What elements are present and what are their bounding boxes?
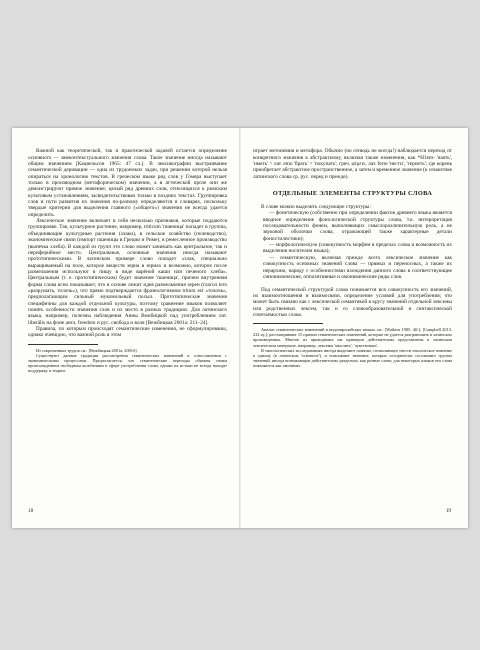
left-page-number: 18	[28, 508, 34, 514]
right-paragraph-1: играет метонимия и метафора. Обычно (но отнюдь не всегда!) наблюдается переход от конкретного значения к абстрактному, включая также изменения, как *H1em- 'взять', 'иметь' > лат. emo 'брать' > 'покупать'; греч. φέρειν, лат. ferre 'нести', 'терпеть'; где корень приобретает абстрактное пространственное, а затем и временное значение (к семантике латинского слова ср. рус. перед и прежде).	[253, 148, 452, 180]
right-footnote-1: Анализ семантических изменений в индоевропейских языках см.: [Watkins 1985: 4ff.]; [Campbell 2013: 232 sq.]; рассматривают 15 причин семантических изменений, которые не удается разграничить в латинских произведениях. Многие из приводимых им примеров действительно представлены в латинском лексическом материале, например, лексемы 'мыслить', 'чувствовать'.	[253, 327, 452, 348]
structures-list	[253, 210, 452, 280]
structures-intro: В слове можно выделить следующие структуры:	[261, 204, 371, 211]
right-footnotes	[253, 327, 452, 368]
structure-item-phonetic: — фонетическую (собственно при определении фактов древнего языка является вводное определение фонологической структуры слова, т.е. интерпретация последовательности фонем, выполняющих смыслоразличительную роль, а не звуковой оболочки слова, отражающей также характерные детали фоностилистики);	[263, 210, 452, 242]
left-footnote-2: Существуют данные традиции рассмотрения семантических изменений в сопоставлении с экономическими процессами. Предполагается, что семантические переходы обязаны своим происхождением свободным колебаниям в сфере употребления слова, однако их истоки не всегда находят поддержку в теории.	[28, 352, 227, 374]
right-footnote-2: В типологических исследованиях иногда выделяют понятие, позволяющее свести лексическое значение к одному (в латинском 'основное'), и описывают значение, которые исторически составляют группы значений, иногда возникающие действительно раздельно, как разные слова; для некоторых языков эти слова появляются как омонимы.	[253, 347, 452, 368]
right-paragraph-2: Под семантической структурой слова понимается вся совокупность его значений, их взаимоотношения и взаимосвязи, определение условий для употребления; что может быть связано как с лексической семантикой в кругу значений отдельной лексемы или родственных лексем, так и со словообразовательной и синтаксической сочетаемостью слова.	[253, 286, 452, 318]
right-page	[253, 142, 452, 520]
left-paragraph-2: Лексическое значение включает в себя несколько признаков, которые поддаются группировке. Так, культурное растение, например, triticum 'пшеница' попадет в группы, объединяющие культурные растения (злаки), в сельское хозяйство (полеводство), экономические связи (импорт пшеницы в Греции и Риме), в ремесленное производство (выпечка хлеба). В каждой из групп это слово может занимать как центральное, так и периферийное место. Центральные, основные значения иногда называют прототипическими. В латинском примере слово попадет «злак, специально выращиваемый на поле, которое веществ зерна в зернах и возможно, которое после размельчения используют в пищу в виде варёной каши или печеного хлеба». Центральным (т. е. прототипическим) будет значение 'пшеница', причем внутренняя форма слова ясно показывает, что в основе лежит идея размельчения зерен (глагол tero «разрушать, толочь»), что прямо подтверждается фразеологизмом tritum est «толочь», предполагающим сильный мукомольный посыл. Прототипические значения специфичны для каждой отдельной культуры, поэтому сравнение языков позволяет понять особенности значения слов и их место в разных традициях. Для латинского языка, например, полезны наблюдения Анны Вежбицкой над употреблением лат. liberālis на фоне англ. freedom и рус. свобода и воля [Вежбицкая 2001а: 211–24].	[28, 218, 227, 326]
book-gutter	[239, 128, 241, 528]
section-heading: ОТДЕЛЬНЫЕ ЭЛЕМЕНТЫ СТРУКТУРЫ СЛОВА	[272, 190, 433, 198]
structure-item-semantic: — семантическую, включая прежде всего лексическое значение как совокупность основных значений слова — прямых и переносных, а также их иерархию, наряду с особенностями вхождения данного слова в соответствующие синонимические, оппозитивные и омонимические ряды слов.	[263, 254, 452, 280]
structure-item-morphological: — морфологическую (совокупность морфем в пределах слова и возможность их выделения носителем языка);	[263, 242, 452, 255]
left-page	[28, 142, 227, 520]
left-paragraph-3: Правила, по которым происходят семантические изменения, не сформулированы, однако очевидно, что важной роль в этом	[28, 325, 227, 339]
left-footnote-1: Из современных трудов см.: [Вежбицкая 2001а; 2001б].	[36, 347, 138, 353]
left-footnotes	[28, 348, 227, 373]
book-spread	[12, 128, 468, 528]
footnote-rule	[28, 344, 98, 345]
right-page-number: 19	[445, 508, 451, 514]
footnote-rule	[253, 323, 323, 324]
left-paragraph-1: Важной как теоретической, так и практической задачей остается определение основного — внеконтекстуального значения слова. Такое значение иногда называют общим значением [Кацнельсон 1965: 47 сл.]. В лексикографии выстраивание семантической деривации — одна из трудоемких задач, при решении которой нельзя опираться на хронологию текстов. В греческом языке ряд слов у Гомера выступает только в производном (метафорическом) значении, а в аттической прозе они же демонстрируют прямое значение; целый ряд древних слов, относящихся к римским культовым установлениям, засвидетельствован только в поздних текстах. Группировка слов и пути развития их значения по-разному определяются в словарях, поскольку твердые критерии для выделения главного («общего») значения не всегда удается определить.	[28, 148, 227, 218]
